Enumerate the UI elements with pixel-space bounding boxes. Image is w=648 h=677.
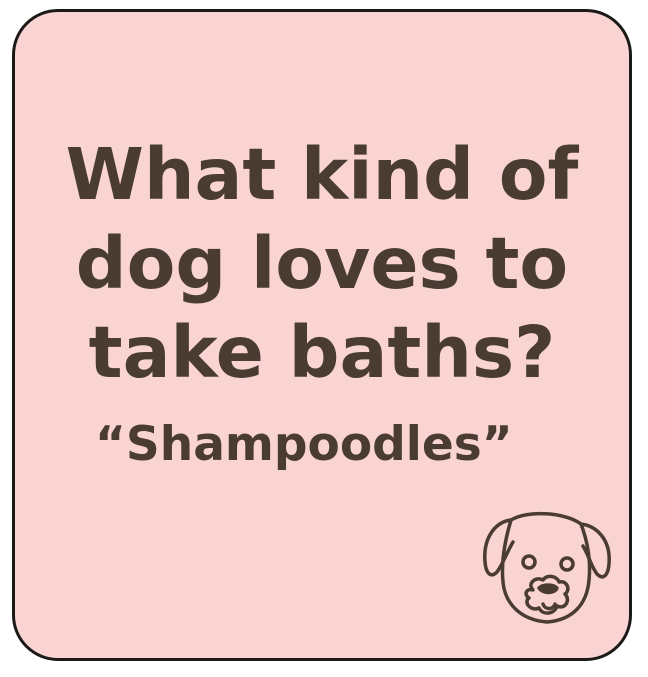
question-line-1: What kind of bbox=[65, 133, 579, 216]
joke-card bbox=[12, 9, 632, 661]
question-line-3: take baths? bbox=[88, 311, 556, 394]
question-line-2: dog loves to bbox=[75, 222, 569, 305]
joke-question bbox=[15, 130, 629, 397]
dog-face-icon bbox=[477, 504, 617, 634]
joke-answer: “Shampoodles” bbox=[95, 417, 513, 472]
